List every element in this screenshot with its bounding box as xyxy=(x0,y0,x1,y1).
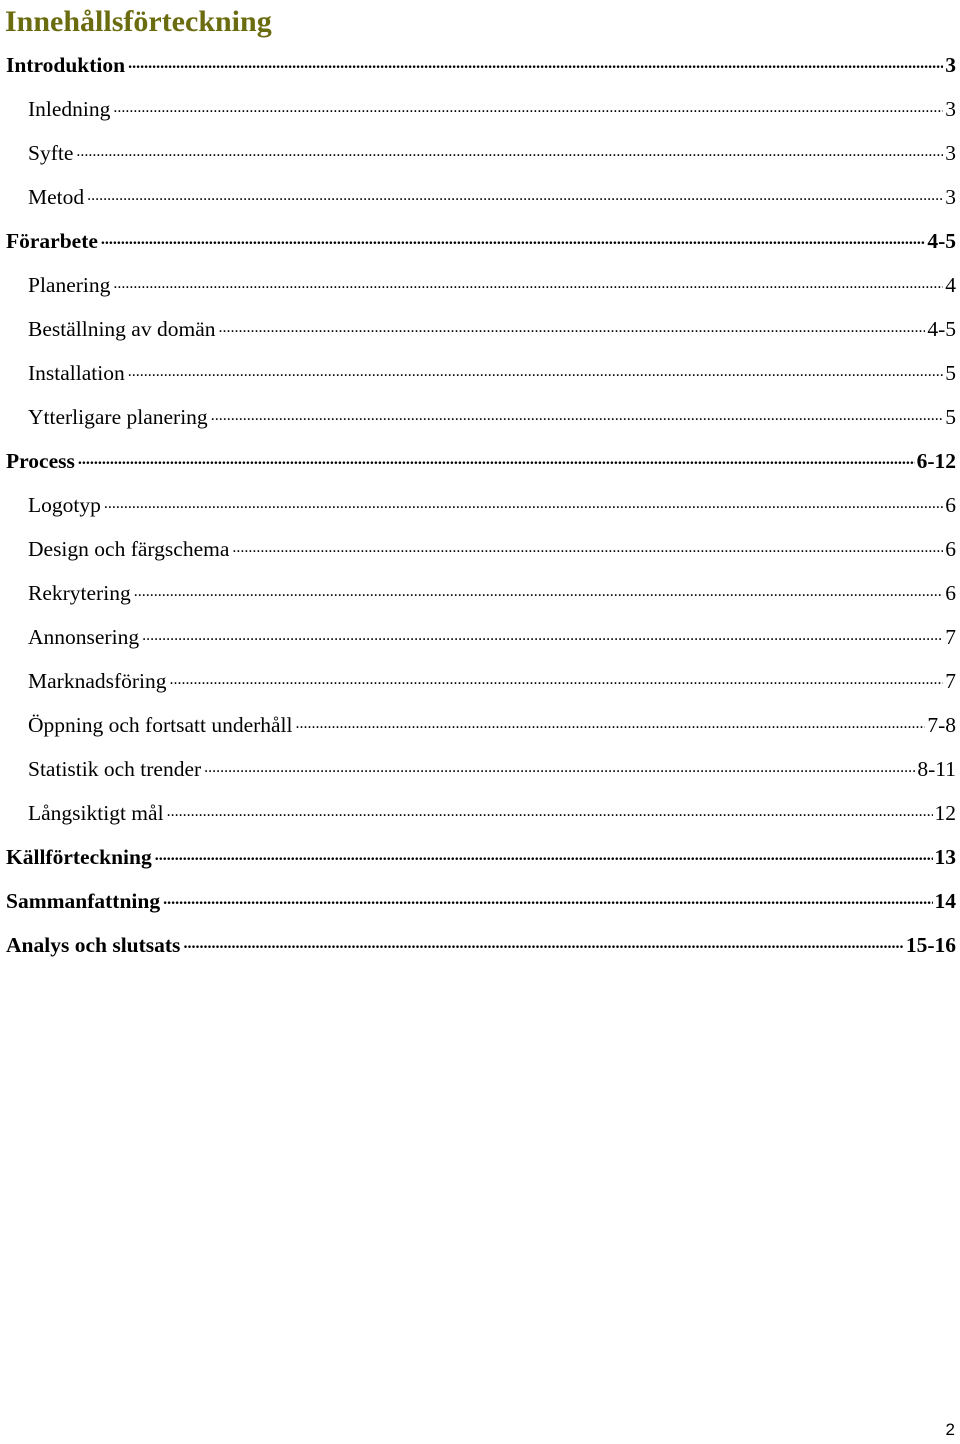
toc-entry[interactable] xyxy=(0,480,960,524)
table-of-contents xyxy=(0,40,960,964)
toc-entry-title: Sammanfattning xyxy=(6,889,161,913)
toc-dot-leader xyxy=(104,491,943,517)
toc-entry[interactable] xyxy=(0,348,960,392)
toc-entry[interactable] xyxy=(0,40,960,84)
toc-entry[interactable] xyxy=(0,744,960,788)
toc-dot-leader xyxy=(167,799,933,825)
toc-entry[interactable] xyxy=(0,524,960,568)
toc-dot-leader xyxy=(78,447,915,473)
toc-dot-leader xyxy=(204,755,915,781)
toc-dot-leader xyxy=(296,711,926,737)
toc-dot-leader xyxy=(113,271,943,297)
toc-entry-page: 3 xyxy=(945,141,956,165)
toc-entry-title: Statistik och trender xyxy=(28,757,202,781)
toc-dot-leader xyxy=(155,843,933,869)
toc-dot-leader xyxy=(128,51,943,77)
toc-entry[interactable] xyxy=(0,876,960,920)
toc-entry[interactable] xyxy=(0,392,960,436)
toc-entry-title: Logotyp xyxy=(28,493,101,517)
toc-entry-title: Ytterligare planering xyxy=(28,405,208,429)
toc-entry-title: Öppning och fortsatt underhåll xyxy=(28,713,293,737)
toc-dot-leader xyxy=(183,931,903,957)
toc-entry-title: Design och färgschema xyxy=(28,537,230,561)
toc-entry-page: 7-8 xyxy=(927,713,956,737)
toc-entry[interactable] xyxy=(0,304,960,348)
toc-entry[interactable] xyxy=(0,216,960,260)
toc-entry-page: 4 xyxy=(945,273,956,297)
toc-entry-page: 15-16 xyxy=(905,933,956,957)
toc-entry-page: 5 xyxy=(945,405,956,429)
toc-entry-page: 7 xyxy=(945,625,956,649)
toc-dot-leader xyxy=(219,315,926,341)
toc-entry-page: 7 xyxy=(945,669,956,693)
toc-dot-leader xyxy=(211,403,944,429)
toc-dot-leader xyxy=(76,139,943,165)
toc-entry[interactable] xyxy=(0,920,960,964)
toc-dot-leader xyxy=(101,227,925,253)
toc-entry-title: Analys och slutsats xyxy=(6,933,181,957)
toc-entry-page: 3 xyxy=(945,53,956,77)
toc-entry-page: 6 xyxy=(945,537,956,561)
toc-entry-page: 4-5 xyxy=(927,229,956,253)
toc-entry-page: 5 xyxy=(945,361,956,385)
toc-entry[interactable] xyxy=(0,612,960,656)
toc-dot-leader xyxy=(163,887,932,913)
toc-entry-page: 14 xyxy=(934,889,956,913)
toc-entry-title: Annonsering xyxy=(28,625,140,649)
toc-entry-title: Planering xyxy=(28,273,111,297)
toc-entry-title: Källförteckning xyxy=(6,845,152,869)
toc-entry-page: 12 xyxy=(934,801,956,825)
toc-entry-title: Installation xyxy=(28,361,125,385)
toc-entry-page: 13 xyxy=(934,845,956,869)
toc-entry[interactable] xyxy=(0,832,960,876)
toc-dot-leader xyxy=(113,95,943,121)
toc-entry-title: Metod xyxy=(28,185,85,209)
toc-entry-page: 8-11 xyxy=(917,757,956,781)
page-title: Innehållsförteckning xyxy=(5,5,272,38)
toc-entry-page: 3 xyxy=(945,97,956,121)
toc-entry-title: Beställning av domän xyxy=(28,317,216,341)
toc-dot-leader xyxy=(232,535,943,561)
toc-entry-page: 3 xyxy=(945,185,956,209)
toc-entry-title: Syfte xyxy=(28,141,74,165)
toc-entry-title: Rekrytering xyxy=(28,581,131,605)
toc-entry[interactable] xyxy=(0,568,960,612)
toc-dot-leader xyxy=(87,183,943,209)
toc-entry[interactable] xyxy=(0,84,960,128)
toc-entry-page: 4-5 xyxy=(927,317,956,341)
toc-dot-leader xyxy=(142,623,943,649)
toc-dot-leader xyxy=(134,579,944,605)
toc-entry[interactable] xyxy=(0,700,960,744)
toc-dot-leader xyxy=(170,667,944,693)
toc-entry-title: Introduktion xyxy=(6,53,126,77)
toc-entry[interactable] xyxy=(0,260,960,304)
toc-entry-title: Förarbete xyxy=(6,229,98,253)
toc-entry-title: Marknadsföring xyxy=(28,669,167,693)
toc-entry-title: Process xyxy=(6,449,75,473)
toc-entry[interactable] xyxy=(0,436,960,480)
toc-entry[interactable] xyxy=(0,128,960,172)
footer-page-number: 2 xyxy=(945,1420,955,1439)
toc-entry-title: Långsiktigt mål xyxy=(28,801,164,825)
toc-entry-page: 6 xyxy=(945,493,956,517)
toc-entry-page: 6 xyxy=(945,581,956,605)
toc-dot-leader xyxy=(128,359,944,385)
toc-entry[interactable] xyxy=(0,172,960,216)
toc-entry-page: 6-12 xyxy=(916,449,956,473)
toc-entry-title: Inledning xyxy=(28,97,111,121)
toc-entry[interactable] xyxy=(0,788,960,832)
toc-entry[interactable] xyxy=(0,656,960,700)
